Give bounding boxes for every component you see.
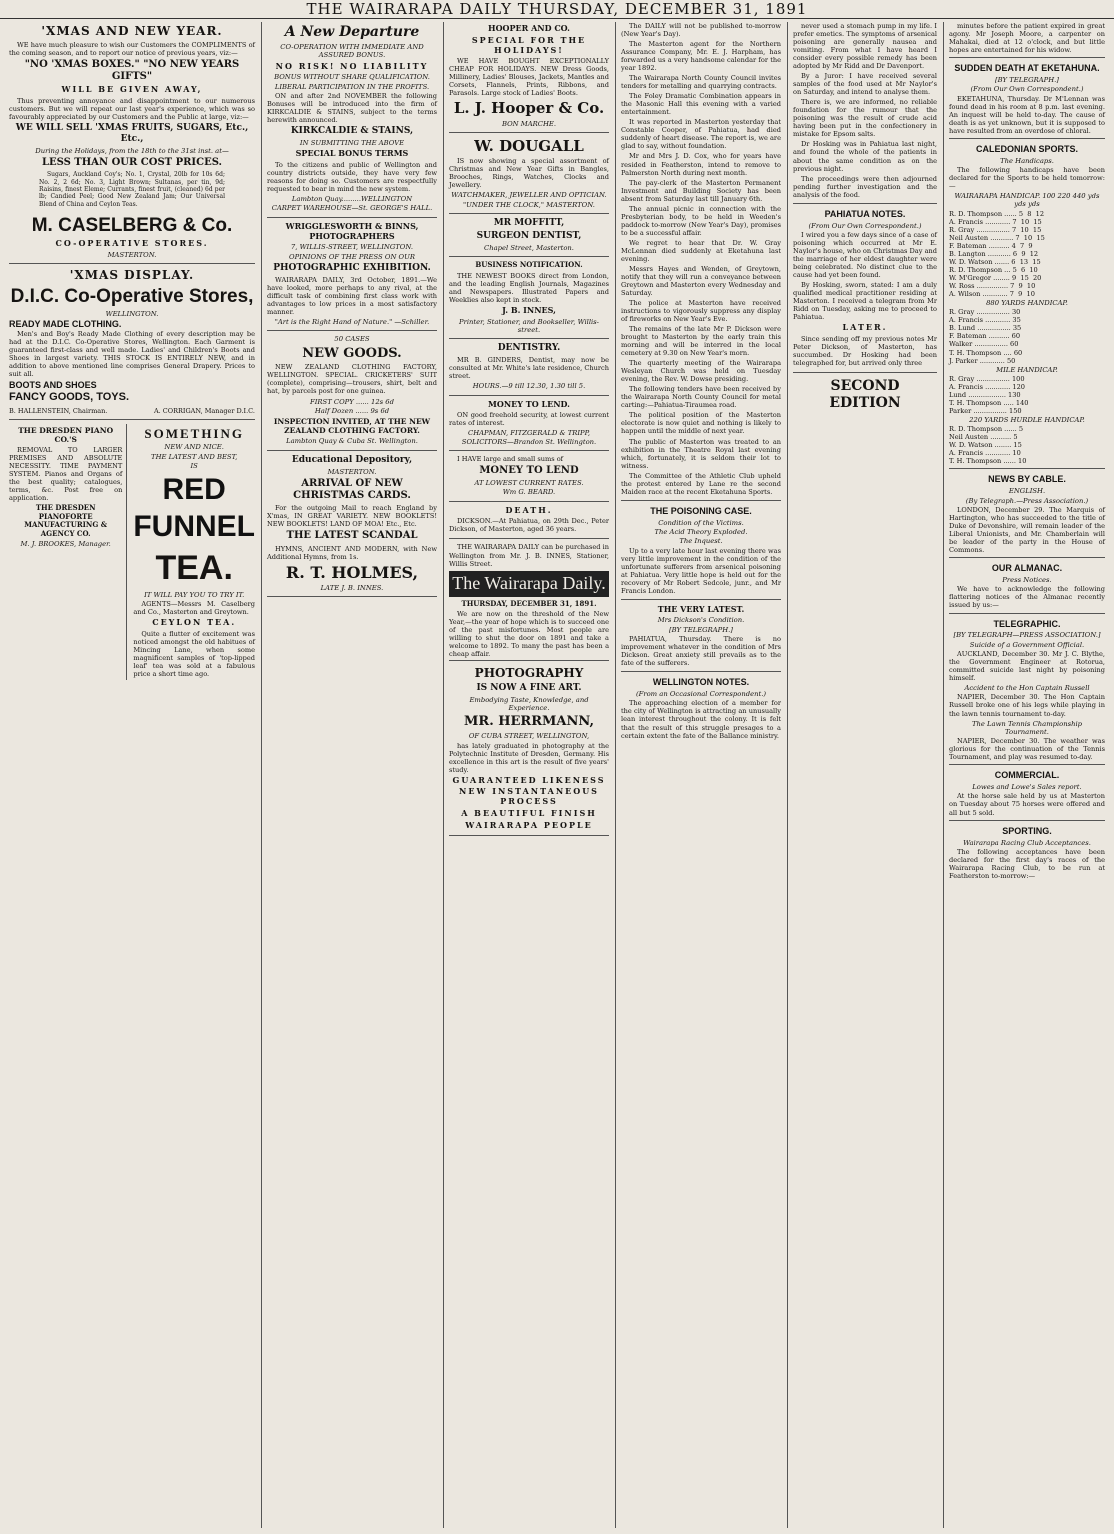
ad-price-list: Sugars, Auckland Coy's; No. 1, Crystal, 20lb for 10s 6d; No. 2, 2 6d; No. 3, Light Brown; Sultanas, per tin, 9d; Raisins, finest Eleme; Currants, finest fruit, (cleaned) 6d per lb; Candied Peel; Good New Zealand Jam; Our Universal Blend of China and Ceylon Teas. — [39, 171, 225, 208]
ad-body: Thus preventing annoyance and disappointment to our numerous customers. But we will repeat our last year's experience, which was so favourably appreciated by our Customers and the Public at large, viz:— — [9, 96, 255, 121]
handicap-row: R. D. Thompson ... 5 6 10 — [949, 265, 1038, 274]
ad-title: 'XMAS DISPLAY. — [69, 268, 195, 283]
death-notice — [449, 506, 609, 540]
handicap-row: W. M'Gregor ........ 9 15 20 — [949, 273, 1042, 282]
ad-body: IS now showing a special assortment of Christmas and New Year Gifts in Bangles, Brooches, Rings, Watches, Clocks and Jewellery. — [449, 157, 609, 190]
article-body: LONDON, December 29. The Marquis of Hartington, who has succeeded to the title of Duke of Devonshire, will remain leader of the Liberal Unionists, and Mr. Chamberlain will be leader of the party in the House of Commons. — [949, 505, 1105, 555]
article-body: Dr Hosking was in Pahiatua last night, and found the whole of the patients in about the same condition as on the previous night. — [793, 140, 937, 173]
ad-body: Quite a flutter of excitement was noticed amongst the old habitues of Mincing Lane, when some magnificent samples of 'top-lipped leaf' tea was sold at a fabulous price a short time ago. — [133, 630, 255, 679]
handicap-row: A. Francis ............ 7 10 15 — [949, 217, 1042, 226]
article-sub: Condition of the Victims. — [658, 518, 744, 527]
handicap-row: R. Gray ................ 100 — [949, 374, 1025, 383]
ad-special: SPECIAL FOR THE HOLIDAYS! — [471, 34, 587, 55]
ad-town: MASTERTON. — [327, 467, 377, 476]
ad-slogan: "NO 'XMAS BOXES." "NO NEW YEARS GIFTS" — [24, 58, 240, 82]
pahiatua-notes-article — [793, 203, 937, 367]
handicap-row: R. D. Thompson ...... 5 — [949, 425, 1024, 434]
ad-body: THE NEWEST BOOKS direct from London, and the leading English Journals, Magazines and Newspapers. Illustrated Papers and Weeklies also kept in stock. — [449, 271, 609, 304]
wellington-notes-article — [621, 671, 781, 739]
article-title: COMMERCIAL. — [994, 770, 1060, 781]
handicap-list — [949, 375, 1105, 415]
handicap-row: Neil Austen .......... 5 — [949, 433, 1018, 442]
photo-new: NEW INSTANTANEOUS PROCESS — [459, 786, 599, 807]
ad-body: ON and after 2nd NOVEMBER the following Bonuses will be introduced into the firm of KIRKCALDIE & STAINS, subject to the terms herewith announced. — [267, 91, 437, 125]
very-latest-article — [621, 599, 781, 667]
second-edition-block — [793, 372, 937, 412]
handicap-list — [949, 210, 1105, 298]
article-title: THE POISONING CASE. — [650, 505, 752, 516]
ad-body: For the outgoing Mail to reach England by X'mas, IN GREAT VARIETY. NEW BOOKLETS! NEW BOOKLETS! LAND OF MOA! Etc., Etc. — [267, 504, 437, 529]
article-body: PAHIATUA, Thursday. There is no improvement whatever in the condition of Mrs Dickson. Great anxiety still prevails as to the fate of the sufferers. — [621, 635, 781, 668]
death-title: DEATH. — [505, 504, 553, 515]
ad-body: MR B. GINDERS, Dentist, may now be consulted at Mr. White's late residence, Church street. — [449, 356, 609, 381]
news-item: The political position of the Masterton electorate is now quiet and nothing is likely to happen until the middle of next year. — [621, 411, 781, 436]
ad-clock: "UNDER THE CLOCK," MASTERTON. — [463, 200, 595, 209]
column-3 — [444, 22, 614, 1528]
ad-firm: THE DRESDEN PIANOFORTE MANUFACTURING & AGENCY CO. — [24, 503, 108, 538]
ad-firm: WRIGGLESWORTH & BINNS, PHOTOGRAPHERS — [285, 220, 419, 241]
handicap-row: W. Ross ............... 7 9 10 — [949, 282, 1036, 290]
handicap-row: Walker ................ 60 — [949, 340, 1019, 349]
race-heading: MILE HANDICAP. — [996, 365, 1058, 374]
ad-title: Educational Depository, — [291, 454, 413, 465]
article-sub: Wairarapa Racing Club Acceptances. — [963, 838, 1091, 847]
ad-title: DENTISTRY. — [497, 343, 561, 354]
article-body: By Hosking, sworn, stated: I am a duly qualified medical practitioner residing at Masterton. I received a telegram from Mr Ridd on Tuesday, asking me to proceed to Pahiatua. — [793, 281, 937, 322]
handicap-row: A. Francis ............ 35 — [949, 316, 1021, 325]
ad-money: MONEY TO LEND — [479, 464, 579, 476]
article-body: The following handicaps have been declared for the Sports to be held tomorrow:— — [949, 166, 1105, 191]
handicap-row: J. Parker ............ 50 — [949, 356, 1016, 365]
ad-sig: M. J. BROOKES, Manager. — [20, 540, 111, 549]
ad-firm2: L. J. Hooper & Co. — [453, 99, 605, 118]
ad-give: WILL BE GIVEN AWAY, — [61, 84, 203, 95]
death-body: DICKSON.—At Pahiatua, on 29th Dec., Peter Dickson, of Masterton, aged 36 years. — [449, 517, 609, 534]
column-6 — [944, 22, 1110, 1528]
article-body: minutes before the patient expired in great agony. Mr Joseph Moore, a carpenter on Mahakai, died at 12 o'clock, and but little hopes are entertained for his widow. — [949, 22, 1105, 55]
new-departure-ad — [267, 24, 437, 218]
article-sub: The Handicaps. — [1000, 156, 1054, 165]
ad-body: WE have much pleasure to wish our Customers the COMPLIMENTS of the coming season, and to report our notice of previous years, viz:— — [9, 40, 255, 57]
dresden-ad — [9, 424, 127, 681]
article-body: never used a stomach pump in my life. I prefer emetics. The symptoms of arsenical poisoning are generally nausea and vomiting. From what I have heard I consider every possible remedy has been adopted by Mr Ridd and Dr Davenport. — [793, 22, 937, 71]
ad-liberal: LIBERAL PARTICIPATION IN THE PROFITS. — [274, 82, 430, 91]
news-item: The Committee of the Athletic Club upheld the protest entered by Lane re the second Maiden race at the recent Eketahuna Sports. — [621, 471, 781, 496]
ad-title: BUSINESS NOTIFICATION. — [475, 260, 583, 270]
article-body: The following acceptances have been declared for the first day's races of the Wairarapa Racing Club, to be run at Featherston to-morrow:— — [949, 847, 1105, 880]
paper-nameplate: The Wairarapa Daily. — [449, 571, 609, 597]
handicap-row: B. Langton ........... 6 9 12 — [949, 249, 1039, 258]
article-sub: Press Notices. — [1002, 576, 1052, 585]
ad-trade: SURGEON DENTIST, — [476, 230, 582, 241]
article-sub: (From an Occasional Correspondent.) — [635, 690, 767, 699]
ad-pay: IT WILL PAY YOU TO TRY IT. — [144, 590, 245, 599]
ad-title: NEW GOODS. — [302, 345, 402, 361]
eketahuna-article — [949, 57, 1105, 135]
ad-bonus: BONUS WITHOUT SHARE QUALIFICATION. — [274, 73, 430, 82]
ad-red-funnel: RED FUNNEL — [133, 473, 255, 543]
ad-name: MR MOFFITT, — [493, 217, 565, 228]
handicap-row: R. Gray ................ 7 10 15 — [949, 225, 1042, 234]
news-item: The Masterton agent for the Northern Assurance Company, Mr. E. J. Harpham, has forwarded us a very handsome calendar for the year 1892. — [621, 40, 781, 73]
ad-sig-left: B. HALLENSTEIN, Chairman. — [9, 406, 108, 415]
caledonian-sports-article — [949, 138, 1105, 466]
masthead: THE WAIRARAPA DAILY THURSDAY, DECEMBER 31, 1891 — [0, 0, 1114, 19]
article-sub: The Inquest. — [679, 537, 723, 546]
article-body: The approaching election of a member for the city of Wellington is attracting an unusually lean interest throughout the colony. It is felt that the result of this struggle presages to a certain extent the fate of the Ballance ministry. — [621, 699, 781, 740]
dic-ad — [9, 268, 255, 420]
news-item: The DAILY will not be published to-morrow (New Year's Day). — [621, 22, 781, 39]
article-title: PAHIATUA NOTES. — [824, 208, 906, 219]
ad-rates: AT LOWEST CURRENT RATES. — [474, 479, 584, 488]
article-tel: [BY TELEGRAPH.] — [669, 625, 733, 634]
news-item: The quarterly meeting of the Wairarapa Wesleyan Church was held on Tuesday evening, the Rev. W. Dowse presiding. — [621, 359, 781, 384]
ad-firm: J. B. INNES, — [502, 304, 556, 315]
article-title: TELEGRAPHIC. — [993, 618, 1061, 629]
educational-depository-ad — [267, 455, 437, 598]
ad-body: Men's and Boy's Ready Made Clothing of every description may be had at the D.I.C. Co-Operative Stores, Wellington. Each Garment is guaranteed first-class and well made. Ladies' and Children's Boots and Shoes in largest variety. THIS STOCK IS ENTIRELY NEW, and in addition to above mentioned line comprises General Drapery. Prices to suit all. — [9, 330, 255, 379]
ad-body: ON good freehold security, at lowest current rates of interest. — [449, 411, 609, 428]
purchase-notice: THE WAIRARAPA DAILY can be purchased in Wellington from Mr. J. B. INNES, Stationer, Willis Street. — [449, 543, 609, 568]
ad-exhib: PHOTOGRAPHIC EXHIBITION. — [273, 262, 431, 273]
article-body: NAPIER, December 30. The weather was glorious for the continuation of the Tennis Tournament, and play was resumed to-day. — [949, 737, 1105, 762]
ad-town: WELLINGTON. — [105, 309, 159, 318]
news-item: The police at Masterton have received instructions to vigorously suppress any display of fireworks on New Year's Eve. — [621, 299, 781, 324]
ad-addr: Printer, Stationer, and Bookseller, Willis-street. — [459, 317, 599, 334]
ad-firm: KIRKCALDIE & STAINS, — [290, 126, 414, 137]
ad-lambton: Lambton Quay.........WELLINGTON — [291, 195, 413, 204]
ad-hymns: HYMNS, ANCIENT AND MODERN, with New Additional Hymns, from 1s. — [267, 544, 437, 561]
article-body: The proceedings were then adjourned pending further investigation and the analysis of the food. — [793, 174, 937, 199]
ad-body: I HAVE large and small sums of — [457, 454, 564, 463]
article-sub: (From Our Own Correspondent.) — [970, 85, 1084, 94]
ad-trade: WATCHMAKER, JEWELLER AND OPTICIAN. — [451, 191, 607, 200]
photo-addr: OF CUBA STREET, WELLINGTON, — [468, 732, 590, 741]
handicap-row: Lund .................. 130 — [949, 390, 1021, 399]
article-body: At the horse sale held by us at Masterton on Tuesday about 75 horses were offered and all but 5 sold. — [949, 792, 1105, 817]
news-item: It was reported in Masterton yesterday that Constable Cooper, of Pahiatua, had died suddenly of heart disease. The report is, we are glad to say, without foundation. — [621, 118, 781, 151]
handicap-row: A. Francis ............ 120 — [949, 382, 1025, 391]
article-sub: (From Our Own Correspondent.) — [808, 221, 922, 230]
article-body: By a Juror: I have received several samples of the food used at Mr Naylor's on Saturday, and intend to analyse them. — [793, 72, 937, 97]
ad-carpet: CARPET WAREHOUSE—St. GEORGE'S HALL. — [271, 204, 433, 213]
article-sub: Accident to the Hon Captain Russell — [964, 684, 1090, 693]
ad-sub: CO-OPERATION WITH IMMEDIATE AND ASSURED BONUS. — [280, 43, 424, 60]
ad-body: NEW ZEALAND CLOTHING FACTORY, WELLINGTON. SPECIAL. CRICKETERS' SUIT (complete), comprising—trousers, shirt, belt and hat, by parcels post for one guinea. — [267, 363, 437, 396]
ad-quote: "Art is the Right Hand of Nature." —Schiller. — [274, 317, 430, 326]
article-sub: The Lawn Tennis Championship Tournament. — [971, 719, 1083, 736]
sporting-article — [949, 820, 1105, 880]
ad-sig-right: A. CORRIGAN, Manager D.I.C. — [153, 406, 255, 415]
handicap-row: F. Bateman .......... 60 — [949, 332, 1021, 341]
handicap-row: R. Gray ................ 30 — [949, 308, 1021, 317]
article-title: OUR ALMANAC. — [991, 563, 1063, 574]
red-funnel-tea-ad — [133, 424, 255, 681]
ad-first: FIRST COPY ...... 12s 6d — [310, 397, 394, 406]
news-item: Mr and Mrs J. D. Cox, who for years have resided in Featherston, intend to remove to Palmerston North during next month. — [621, 152, 781, 177]
race-heading: 220 YARDS HURDLE HANDICAP. — [969, 416, 1085, 424]
article-title: SUDDEN DEATH AT EKETAHUNA. — [954, 63, 1100, 74]
ad-body: To the citizens and public of Wellington and country districts outside, they have very few reasons for doing so. Customers are respectfully requested to bear in mind the new system. — [267, 161, 437, 194]
ad-title: SOMETHING — [144, 425, 244, 441]
handicap-row: B. Lund ................ 35 — [949, 324, 1022, 333]
article-body: There is, we are informed, no reliable foundation for the rumour that the poisoning was the result of crude acid having been put in the confectionery in mistake for Epsom salts. — [793, 98, 937, 139]
new-goods-ad — [267, 335, 437, 450]
column-5 — [788, 22, 942, 1528]
ad-firm: R. T. HOLMES, — [285, 562, 419, 582]
ad-arrival: ARRIVAL OF NEW CHRISTMAS CARDS. — [293, 477, 411, 502]
ad-risk: NO RISK! NO LIABILITY — [275, 60, 429, 71]
ad-ceylon: CEYLON TEA. — [152, 617, 237, 628]
handicap-row: T. H. Thompson .... 60 — [949, 348, 1023, 357]
telegraphic-article — [949, 613, 1105, 762]
article-title: NEWS BY CABLE. — [988, 474, 1066, 485]
second-edition: SECOND EDITION — [829, 378, 901, 412]
ad-fancy: FANCY GOODS, TOYS. — [9, 391, 130, 404]
news-item: The remains of the late Mr P. Dickson were brought to Masterton by the early train this morning and will be interred in the local cemetery at 9.30 on New Year's morn. — [621, 325, 781, 358]
beard-ad — [449, 455, 609, 502]
ad-opinions: OPINIONS OF THE PRESS ON OUR — [289, 252, 415, 261]
ad-submit: IN SUBMITTING THE ABOVE — [299, 139, 405, 148]
article-tel: [BY TELEGRAPH.] — [995, 76, 1059, 85]
handicap-row: W. D. Watson ........ 15 — [949, 441, 1022, 450]
photo-guarantee: GUARANTEED LIKENESS — [452, 774, 606, 785]
handicap-row: T. H. Thompson ...... 10 — [949, 457, 1027, 466]
photo-title: PHOTOGRAPHY — [474, 666, 584, 681]
ad-is: IS — [190, 462, 198, 471]
photo-sub: Embodying Taste, Knowledge, and Experience. — [469, 695, 589, 713]
column-4 — [616, 22, 786, 1528]
ad-title: 'XMAS AND NEW YEAR. — [41, 24, 223, 38]
article-body: EKETAHUNA, Thursday. Dr M'Lennan was found dead in his room at 8 p.m. last evening. An inquest will be held to-day. The cause of death is as yet unknown, but it is supposed to have resulted from an overdose of chloral. — [949, 94, 1105, 135]
ad-less: LESS THAN OUR COST PRICES. — [41, 157, 223, 169]
article-sub: ENGLISH. — [1008, 487, 1046, 496]
ad-title: A New Departure — [284, 24, 420, 40]
handicap-row: F. Bateman .......... 4 7 9 — [949, 241, 1033, 250]
news-item: The Foley Dramatic Combination appears in the Masonic Hall this evening with a varied entertainment. — [621, 92, 781, 117]
news-item: The public of Masterton was treated to an exhibition in the Theatre Royal last evening which, fortunately, it is seldom their lot to witness. — [621, 437, 781, 470]
handicap-list — [949, 308, 1105, 364]
ad-name: D.I.C. Co-Operative Stores, — [10, 285, 254, 307]
wrigglesworth-ad — [267, 222, 437, 331]
commercial-article — [949, 764, 1105, 816]
ad-sell: WE WILL SELL 'XMAS FRUITS, SUGARS, Etc., Etc., — [15, 122, 249, 144]
ad-addr: Chapel Street, Masterton. — [484, 243, 574, 252]
moffitt-ad — [449, 218, 609, 257]
ad-during: During the Holidays, from the 18th to the 31st inst. at— — [35, 146, 229, 155]
article-tel: (By Telegraph.—Press Association.) — [965, 496, 1089, 505]
ad-bonmarche: BON MARCHE. — [501, 119, 557, 128]
ad-title: MONEY TO LEND. — [488, 398, 570, 409]
news-item: The annual picnic in connection with the Presbyterian body, to be held in Weeden's paddock to-morrow (New Year's Day), promises to be a successful affair. — [621, 204, 781, 237]
ad-ready: READY MADE CLOTHING. — [9, 319, 122, 330]
editorial: We are now on the threshold of the New Year,—the year of hope which is to succeed one of the past misfortunes. Most people are willing to shut the door on 1891 and take a welcome to 1892. To many the past has been a cheap affair. — [449, 610, 609, 659]
handicap-row: A. Francis ............ 10 — [949, 449, 1021, 458]
article-title: CALEDONIAN SPORTS. — [975, 143, 1078, 154]
dateline: THURSDAY, DECEMBER 31, 1891. — [461, 598, 597, 608]
handicap-row: Parker ................ 150 — [949, 406, 1022, 415]
article-title: WELLINGTON NOTES. — [652, 677, 750, 688]
ad-scandal: THE LATEST SCANDAL — [286, 530, 418, 542]
ad-addr: Lambton Quay & Cuba St. Wellington. — [286, 437, 418, 446]
ad-firm: M. CASELBERG & Co. — [31, 214, 233, 236]
ad-agents: AGENTS—Messrs M. Caselberg and Co., Masterton and Greytown. — [133, 600, 255, 617]
almanac-article — [949, 557, 1105, 609]
ginders-ad — [449, 343, 609, 395]
handicap-row: A. Wilson ............ 7 9 10 — [949, 290, 1035, 299]
ad-body: WE HAVE BOUGHT EXCEPTIONALLY CHEAP FOR HOLIDAYS. NEW Dress Goods, Millinery, Ladies' Blouses, Jackets, Mantles and Corsets, Flannels, Prints, Ribbons, and Parasols. Large stock of Ladies' Boots. — [449, 57, 609, 98]
handicap-row: R. D. Thompson ...... 5 8 12 — [949, 209, 1045, 218]
article-title: THE VERY LATEST. — [657, 603, 745, 614]
race-heading: WAIRARAPA HANDICAP. 100 220 440 yds yds yds — [954, 192, 1100, 209]
news-item: Messrs Hayes and Wenden, of Greytown, notify that they will run a conveyance between Greytown and Masterton every Wednesday and Saturday. — [621, 264, 781, 297]
article-body: Since sending off my previous notes Mr Peter Dickson, of Masterton, has succumbed. Dr Hosking had been telegraphed for, but arrived only three — [793, 335, 937, 368]
ad-sig: Wm G. BEARD. — [502, 488, 556, 497]
money-to-lend-ad — [449, 400, 609, 451]
article-sub: The Acid Theory Exploded. — [654, 527, 748, 536]
poisoning-case-article — [621, 500, 781, 595]
later-heading: LATER. — [842, 322, 888, 333]
news-item: The pay-clerk of the Masterton Permanent Investment and Building Society has been absent from Saturday last till January 6th. — [621, 178, 781, 203]
xmas-new-year-ad — [9, 24, 255, 264]
article-body: Up to a very late hour last evening there was very little improvement in the condition of the unfortunate sufferers from arsenical poisoning at Pahiatua. Very little hope is held out for the recovery of Mr Robert Sedcole, junr., and Mr Francis London. — [621, 546, 781, 595]
innes-ad — [449, 261, 609, 339]
article-tel: [BY TELEGRAPH—PRESS ASSOCIATION.] — [953, 631, 1101, 640]
news-item: The Wairarapa North County Council invites tenders for metalling and quarrying contracts. — [621, 74, 781, 91]
ad-boots: BOOTS AND SHOES — [9, 380, 97, 391]
ad-cases: 50 CASES — [334, 335, 370, 344]
ad-tea: TEA. — [155, 548, 233, 587]
article-title: SPORTING. — [1002, 825, 1052, 836]
photo-name: MR. HERRMANN, — [464, 714, 594, 730]
handicap-row: T. H. Thompson ..... 140 — [949, 398, 1029, 407]
article-sub: Mrs Dickson's Condition. — [657, 616, 745, 625]
handicap-list — [949, 425, 1105, 465]
ad-firm: W. DOUGALL — [474, 136, 584, 155]
race-heading: 880 YARDS HANDICAP. — [986, 299, 1068, 308]
news-item: We regret to hear that Dr. W. Gray McLennan died suddenly at Eketahuna last evening. — [621, 238, 781, 263]
news-item: The following tenders have been received by the Wairarapa North County Council for metal carting:—Pahiatua-Tiraumea road. — [621, 385, 781, 410]
article-body: We have to acknowledge the following flattering notices of the Almanac recently issued by us:— — [949, 585, 1105, 610]
hooper-ad — [449, 24, 609, 133]
ad-inspect: INSPECTION INVITED, AT THE NEW ZEALAND CLOTHING FACTORY. — [273, 417, 431, 436]
ad-special: SPECIAL BONUS TERMS — [295, 148, 409, 159]
news-by-cable-article — [949, 468, 1105, 554]
column-2 — [262, 22, 442, 1528]
ad-body: REMOVAL TO LARGER PREMISES AND ABSOLUTE NECESSITY. TIME PAYMENT SYSTEM. Pianos and Organs of the best quality; catalogues, terms, &c. Post free on application. — [9, 445, 123, 503]
ad-dozen: Half Dozen ...... 9s 6d — [314, 406, 390, 415]
herrmann-ad — [449, 660, 609, 836]
photo-outfit: A BEAUTIFUL FINISH — [461, 807, 597, 818]
ad-firm: CHAPMAN, FITZGERALD & TRIPP, SOLICITORS—Brandon St. Wellington. — [461, 429, 597, 446]
ad-latest: THE LATEST AND BEST, — [151, 452, 238, 461]
ad-firm: HOOPER AND CO. — [488, 23, 570, 33]
ad-coop: CO-OPERATIVE STORES. — [55, 238, 209, 249]
dougall-ad — [449, 137, 609, 214]
ad-hours: HOURS.—9 till 12.30, 1.30 till 5. — [472, 382, 586, 391]
article-sub: Suicide of a Government Official. — [969, 640, 1085, 649]
article-sub: Lowes and Lowe's Sales report. — [972, 783, 1082, 792]
ad-addr: 7, WILLIS-STREET, WELLINGTON. — [290, 243, 414, 252]
ad-town: MASTERTON. — [107, 250, 157, 259]
photo-paper: WAIRARAPA PEOPLE — [465, 819, 593, 830]
photo-body: has lately graduated in photography at the Polytechnic Institute of Dresden, Germany. His excellence in this art is the result of five years' study. — [449, 741, 609, 774]
article-body: AUCKLAND, December 30. Mr J. C. Blythe, the Government Engineer at Rotorua, committed suicide last night by poisoning himself. — [949, 650, 1105, 683]
article-body: NAPIER, December 30. The Hon Captain Russell broke one of his legs while playing in the lawn tennis tournament to-day. — [949, 693, 1105, 718]
ad-title: THE DRESDEN PIANO CO.'S — [18, 425, 114, 444]
handicap-row: Neil Austen ........... 7 10 15 — [949, 233, 1045, 242]
ad-late: LATE J. B. INNES. — [320, 584, 384, 593]
handicap-row: W. D. Watson ....... 6 13 15 — [949, 257, 1041, 266]
ad-body: WAIRARAPA DAILY, 3rd October, 1891.—We have looked, more perhaps to any rival, at the difficult task of combining first class work with advantages to low prices in a most satisfactory manner. — [267, 275, 437, 316]
column-1 — [4, 22, 260, 1528]
article-body: I wired you a few days since of a case of poisoning which occurred at Mr E. Naylor's house, who on Christmas Day and the marriage of her eldest daughter were being celebrated. No distinct clue to the cause had yet been found. — [793, 230, 937, 280]
ad-new: NEW AND NICE. — [164, 443, 224, 452]
photo-fine: IS NOW A FINE ART. — [476, 682, 582, 693]
